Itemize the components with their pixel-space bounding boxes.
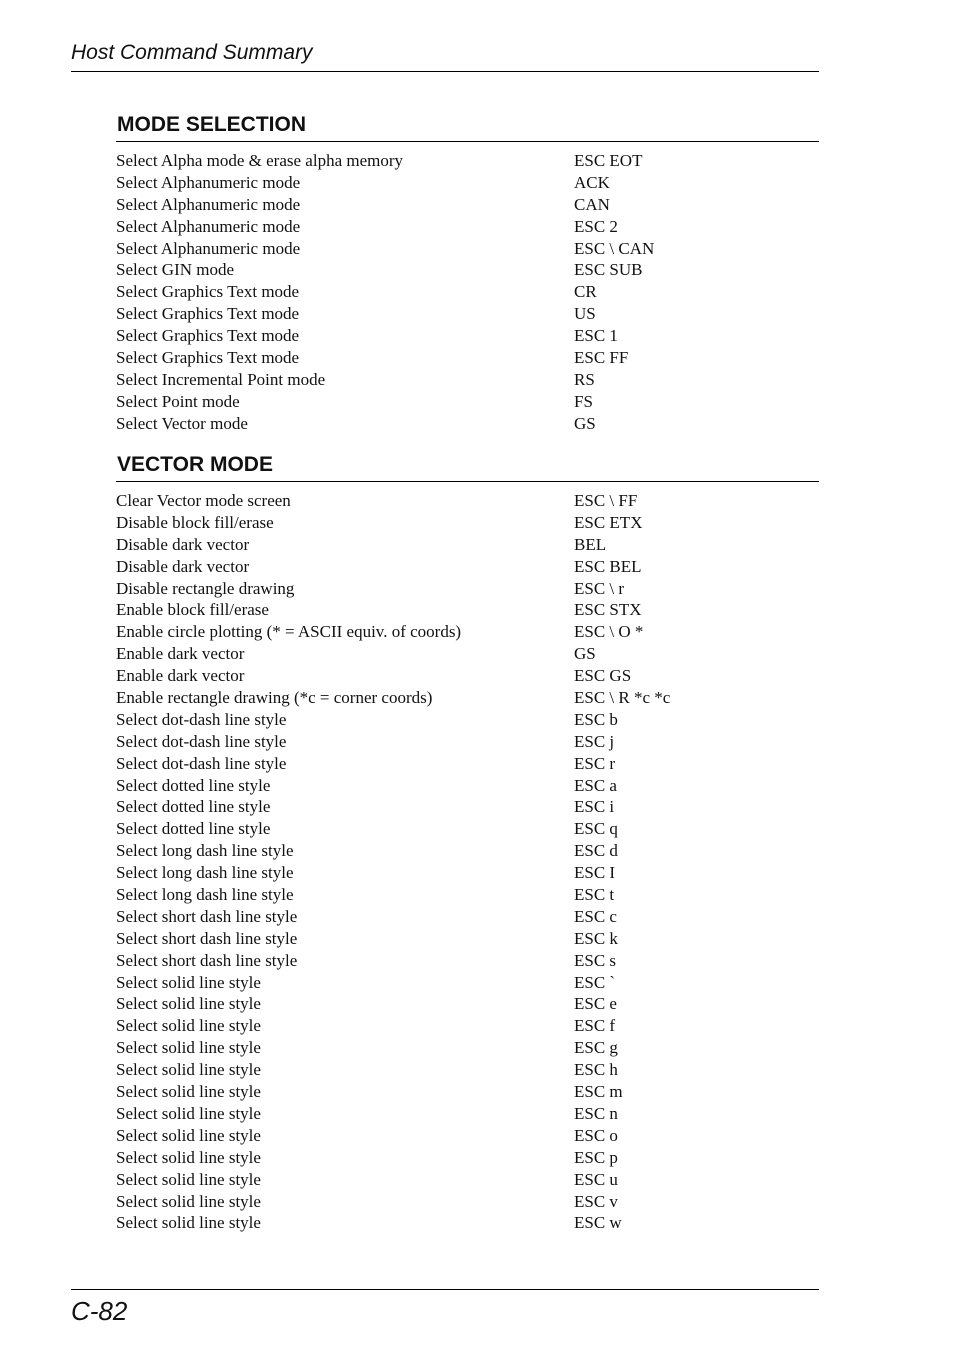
command-row — [116, 281, 819, 303]
command-row — [116, 906, 819, 928]
command-row — [116, 796, 819, 818]
command-row — [116, 1169, 819, 1191]
command-sequence: ESC i — [574, 797, 615, 817]
command-sequence: ESC c — [574, 906, 617, 926]
command-description: Select dotted line style — [116, 775, 271, 795]
command-row — [116, 687, 819, 709]
command-sequence: ESC t — [574, 885, 615, 905]
command-row — [116, 325, 819, 347]
running-header-title: Host Command Summary — [71, 41, 313, 64]
command-description: Select dot-dash line style — [116, 731, 287, 751]
command-sequence: ESC ETX — [574, 512, 643, 532]
command-row — [116, 1103, 819, 1125]
command-row — [116, 818, 819, 840]
command-description: Select Point mode — [116, 391, 240, 411]
command-sequence: ESC u — [574, 1169, 618, 1189]
command-description: Select Alphanumeric mode — [116, 172, 301, 192]
section-rule — [116, 141, 819, 142]
command-description: Select dot-dash line style — [116, 709, 287, 729]
section-heading: MODE SELECTION — [117, 113, 307, 136]
command-sequence: ESC BEL — [574, 556, 642, 576]
command-sequence: ESC m — [574, 1082, 623, 1102]
page-number: C-82 — [71, 1296, 128, 1326]
section-heading: VECTOR MODE — [117, 453, 273, 476]
command-sequence: FS — [574, 391, 593, 411]
command-description: Select solid line style — [116, 1147, 261, 1167]
command-description: Select solid line style — [116, 1125, 261, 1145]
command-description: Enable circle plotting (* = ASCII equiv. of coords) — [116, 622, 462, 642]
command-sequence: GS — [574, 644, 596, 664]
command-description: Select Graphics Text mode — [116, 282, 300, 302]
command-sequence: ESC f — [574, 1016, 616, 1036]
command-sequence: ESC p — [574, 1147, 618, 1167]
command-row — [116, 369, 819, 391]
command-description: Select Graphics Text mode — [116, 348, 300, 368]
command-row — [116, 775, 819, 797]
command-sequence: ESC o — [574, 1125, 618, 1145]
command-description: Select Graphics Text mode — [116, 304, 300, 324]
command-row — [116, 194, 819, 216]
command-row — [116, 1125, 819, 1147]
command-sequence: ESC STX — [574, 600, 642, 620]
command-description: Select dotted line style — [116, 819, 271, 839]
command-sequence: ESC n — [574, 1103, 618, 1123]
command-description: Select solid line style — [116, 1213, 261, 1233]
command-sequence: ESC g — [574, 1038, 618, 1058]
section-rule — [116, 481, 819, 482]
command-row — [116, 1015, 819, 1037]
command-list — [116, 150, 819, 435]
command-sequence: ESC 2 — [574, 216, 618, 236]
command-sequence: ESC EOT — [574, 151, 643, 170]
command-row — [116, 238, 819, 260]
command-sequence: ESC b — [574, 709, 618, 729]
command-sequence: ESC s — [574, 950, 617, 970]
command-sequence: ESC 1 — [574, 326, 618, 346]
command-row — [116, 840, 819, 862]
command-sequence: ESC q — [574, 819, 618, 839]
command-row — [116, 1037, 819, 1059]
command-description: Select solid line style — [116, 1103, 261, 1123]
command-sequence: ESC e — [574, 994, 617, 1014]
command-row — [116, 150, 819, 172]
command-row — [116, 1212, 819, 1234]
command-description: Select short dash line style — [116, 928, 298, 948]
command-description: Select solid line style — [116, 1038, 261, 1058]
command-description: Select Alpha mode & erase alpha memory — [116, 151, 404, 170]
command-description: Select Alphanumeric mode — [116, 238, 301, 258]
command-row — [116, 1059, 819, 1081]
command-description: Select long dash line style — [116, 841, 294, 861]
command-row — [116, 1191, 819, 1213]
command-description: Select Incremental Point mode — [116, 369, 326, 389]
command-row — [116, 753, 819, 775]
command-description: Select solid line style — [116, 972, 261, 992]
command-sequence: ESC r — [574, 753, 616, 773]
command-row — [116, 578, 819, 600]
command-sequence: CR — [574, 282, 597, 302]
command-description: Disable dark vector — [116, 534, 250, 554]
command-sequence: GS — [574, 413, 596, 433]
command-row — [116, 884, 819, 906]
command-row — [116, 512, 819, 534]
command-description: Select Alphanumeric mode — [116, 194, 301, 214]
header-rule — [71, 71, 819, 72]
command-sequence: ESC v — [574, 1191, 618, 1211]
command-sequence: ACK — [574, 172, 610, 192]
command-row — [116, 347, 819, 369]
command-row — [116, 490, 819, 512]
command-row — [116, 950, 819, 972]
command-description: Select GIN mode — [116, 260, 235, 280]
command-sequence: ESC I — [574, 863, 616, 883]
footer-rule — [71, 1289, 819, 1290]
command-description: Select short dash line style — [116, 906, 298, 926]
command-description: Enable dark vector — [116, 666, 245, 686]
command-sequence: ESC \ CAN — [574, 238, 655, 258]
command-description: Select long dash line style — [116, 863, 294, 883]
command-row — [116, 391, 819, 413]
command-description: Select solid line style — [116, 1191, 261, 1211]
command-sequence: CAN — [574, 194, 610, 214]
command-description: Enable block fill/erase — [116, 600, 269, 620]
command-description: Select Graphics Text mode — [116, 326, 300, 346]
command-sequence: ESC \ O * — [574, 622, 644, 642]
command-sequence: ESC k — [574, 928, 618, 948]
command-description: Select solid line style — [116, 1169, 261, 1189]
command-row — [116, 709, 819, 731]
command-row — [116, 731, 819, 753]
command-description: Select short dash line style — [116, 950, 298, 970]
command-row — [116, 413, 819, 435]
command-description: Select Alphanumeric mode — [116, 216, 301, 236]
command-row — [116, 972, 819, 994]
command-row — [116, 303, 819, 325]
command-sequence: ESC w — [574, 1213, 622, 1233]
command-row — [116, 621, 819, 643]
section-mode-selection — [116, 111, 819, 435]
command-list — [116, 490, 819, 1234]
command-sequence: RS — [574, 369, 595, 389]
command-row — [116, 172, 819, 194]
command-sequence: ESC FF — [574, 348, 629, 368]
command-row — [116, 556, 819, 578]
command-sequence: ESC d — [574, 841, 618, 861]
command-sequence: ESC \ r — [574, 578, 625, 598]
command-row — [116, 862, 819, 884]
command-sequence: ESC h — [574, 1060, 618, 1080]
command-description: Clear Vector mode screen — [116, 491, 291, 510]
command-row — [116, 216, 819, 238]
command-row — [116, 1081, 819, 1103]
command-sequence: ESC a — [574, 775, 617, 795]
command-row — [116, 665, 819, 687]
command-sequence: ESC SUB — [574, 260, 643, 280]
command-description: Enable rectangle drawing (*c = corner coords) — [116, 688, 433, 708]
command-description: Select dot-dash line style — [116, 753, 287, 773]
command-description: Select solid line style — [116, 1082, 261, 1102]
command-description: Disable dark vector — [116, 556, 250, 576]
command-row — [116, 534, 819, 556]
command-sequence: ESC GS — [574, 666, 632, 686]
command-sequence: ESC \ R *c *c — [574, 688, 671, 708]
command-description: Select solid line style — [116, 994, 261, 1014]
command-sequence: ESC j — [574, 731, 615, 751]
command-row — [116, 599, 819, 621]
command-description: Select solid line style — [116, 1016, 261, 1036]
command-description: Select Vector mode — [116, 413, 248, 433]
command-sequence: US — [574, 304, 596, 324]
command-description: Select long dash line style — [116, 885, 294, 905]
command-sequence: ESC ` — [574, 972, 616, 992]
command-row — [116, 259, 819, 281]
command-row — [116, 643, 819, 665]
command-sequence: ESC \ FF — [574, 491, 638, 510]
command-description: Select solid line style — [116, 1060, 261, 1080]
section-vector-mode — [116, 451, 819, 1234]
command-description: Enable dark vector — [116, 644, 245, 664]
command-description: Disable rectangle drawing — [116, 578, 295, 598]
command-row — [116, 1147, 819, 1169]
command-description: Disable block fill/erase — [116, 512, 274, 532]
command-row — [116, 993, 819, 1015]
command-description: Select dotted line style — [116, 797, 271, 817]
command-sequence: BEL — [574, 534, 607, 554]
command-row — [116, 928, 819, 950]
